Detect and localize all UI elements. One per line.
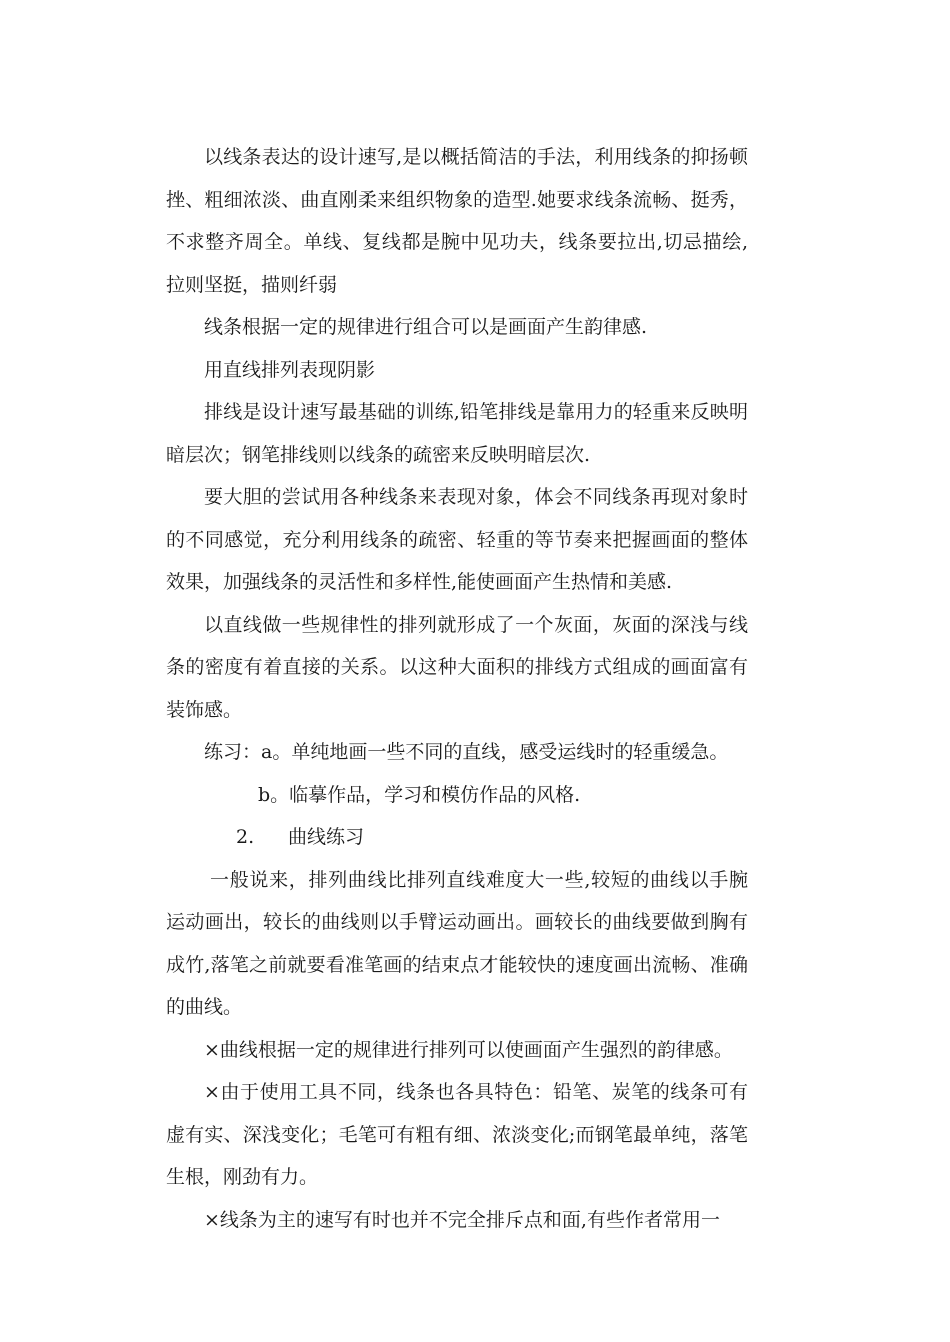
paragraph-shading-heading: 用直线排列表现阴影 (204, 358, 376, 381)
paragraph-try-lines: 要大胆的尝试用各种线条来表现对象，体会不同线条再现对象时的不同感觉，充分利用线条的疏密、轻重的等节奏来把握画面的整体效果，加强线条的灵活性和多样性,能使画面产生热情和美感. (166, 486, 748, 593)
paragraph-line-expression: 以线条表达的设计速写,是以概括简洁的手法，利用线条的抑扬顿挫、粗细浓淡、曲直刚柔来组织物象的造型.她要求线条流畅、挺秀，不求整齐周全。单线、复线都是腕中见功夫，线条要拉出,切忌描绘,拉则坚挺，描则纤弱 (166, 146, 748, 296)
paragraph-curve-rhythm: ×曲线根据一定的规律进行排列可以使画面产生强烈的韵律感。 (204, 1038, 733, 1061)
paragraph-rhythm: 线条根据一定的规律进行组合可以是画面产生韵律感. (204, 316, 648, 338)
document-body (166, 136, 748, 1241)
paragraph-curves: 一般说来，排列曲线比排列直线难度大一些,较短的曲线以手腕运动画出，较长的曲线则以手臂运动画出。画较长的曲线要做到胸有成竹,落笔之前就要看准笔画的结束点才能较快的速度画出流畅、准确的曲线。 (166, 868, 748, 1018)
section-number: 2. (236, 826, 255, 848)
section-heading (166, 816, 748, 859)
exercise-a: 练习：a。单纯地画一些不同的直线，感受运线时的轻重缓急。 (204, 741, 729, 763)
section-title: 曲线练习 (288, 826, 365, 848)
paragraph-gray-surface: 以直线做一些规律性的排列就形成了一个灰面，灰面的深浅与线条的密度有着直接的关系。以这种大面积的排线方式组成的画面富有装饰感。 (166, 613, 748, 721)
paragraph-points-surfaces: ×线条为主的速写有时也并不完全排斥点和面,有些作者常用一 (204, 1208, 720, 1231)
exercise-b: b。临摹作品，学习和模仿作品的风格. (258, 783, 581, 806)
paragraph-hatching: 排线是设计速写最基础的训练,铅笔排线是靠用力的轻重来反映明暗层次；钢笔排线则以线条的疏密来反映明暗层次. (166, 401, 748, 466)
paragraph-tools: ×由于使用工具不同，线条也各具特色：铅笔、炭笔的线条可有虚有实、深浅变化；毛笔可有粗有细、浓淡变化;而钢笔最单纯，落笔生根，刚劲有力。 (166, 1081, 748, 1188)
